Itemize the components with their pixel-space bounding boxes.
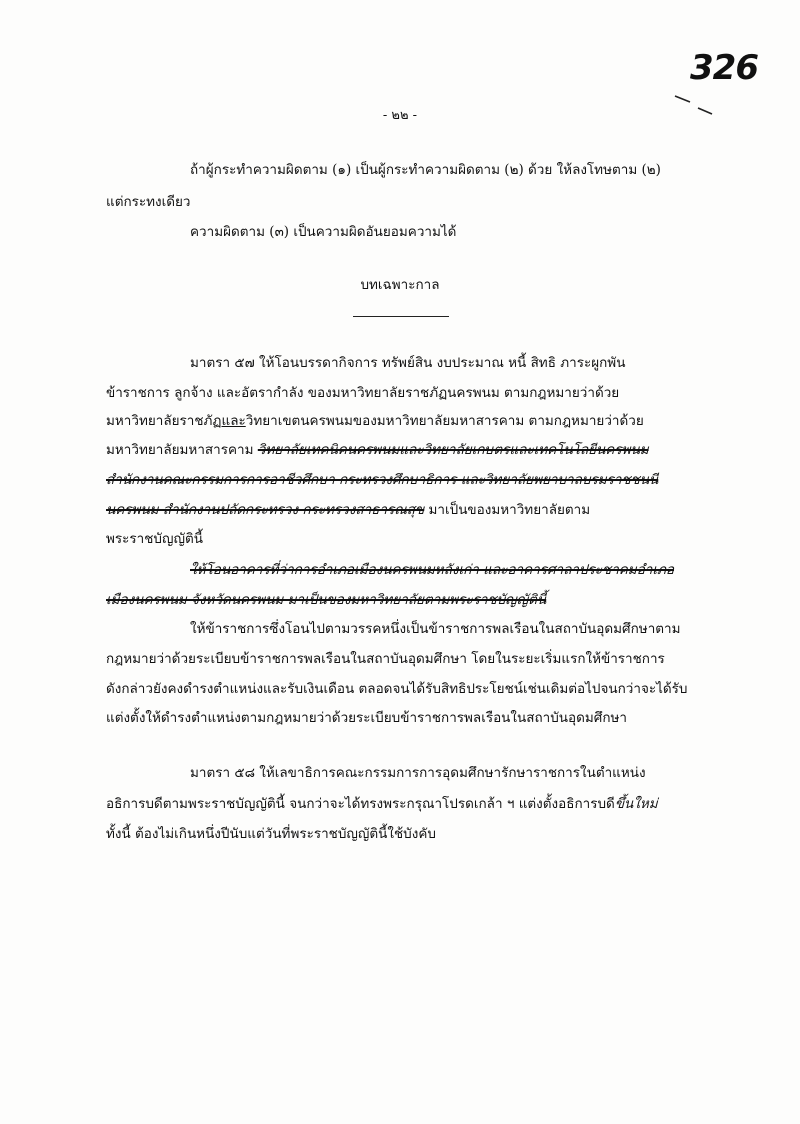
section58-line3: ทั้งนี้ ต้องไม่เกินหนึ่งปีนับแต่วันที่พระราชบัญญัตินี้ใช้บังคับ [106, 826, 436, 842]
para2-line: ความผิดตาม (๓) เป็นความผิดอันยอมความได้ [190, 224, 457, 240]
section57-line6 [106, 501, 590, 519]
handwritten-page-number: 326 [690, 48, 758, 88]
struck-para-line2: เมืองนครพนม จังหวัดนครพนม มาเป็นของมหาวิทยาลัยตามพระราชบัญญัตินี้ [106, 592, 547, 608]
civil-servants-line2: กฎหมายว่าด้วยระเบียบข้าราชการพลเรือนในสถาบันอุดมศึกษา โดยในระยะเริ่มแรกให้ข้าราชการ [106, 651, 665, 667]
page-number: - ๒๒ - [382, 108, 418, 123]
section58-line2 [106, 795, 658, 813]
section58-line1: มาตรา ๕๘ ให้เลขาธิการคณะกรรมการการอุดมศึกษารักษาราชการในตำแหน่ง [190, 765, 646, 781]
heading-divider [353, 316, 449, 317]
section58-line2-handwritten: ขึ้นใหม่ [614, 796, 658, 812]
section57-line3-a: มหาวิทยาลัยราชภัฏ [106, 413, 222, 429]
para1-line2: แต่กระทงเดียว [106, 194, 191, 210]
section57-line3-c: วิทยาเขตนครพนมของมหาวิทยาลัยมหาสารคาม ตามกฎหมายว่าด้วย [245, 413, 644, 429]
section-heading-transitory: บทเฉพาะกาล [360, 277, 440, 293]
section57-line1: มาตรา ๕๗ ให้โอนบรรดากิจการ ทรัพย์สิน งบประมาณ หนี้ สิทธิ ภาระผูกพัน [190, 355, 626, 371]
section57-line2: ข้าราชการ ลูกจ้าง และอัตรากำลัง ของมหาวิทยาลัยราชภัฏนครพนม ตามกฎหมายว่าด้วย [106, 385, 620, 401]
section58-line2-a: อธิการบดีตามพระราชบัญญัตินี้ จนกว่าจะได้ทรงพระกรุณาโปรดเกล้า ฯ แต่งตั้งอธิการบดี [106, 796, 615, 812]
section57-line6-struck: นครพนม สำนักงานปลัดกระทรวง กระทรวงสาธารณสุข [106, 502, 425, 518]
section57-line6-b: มาเป็นของมหาวิทยาลัยตาม [424, 502, 591, 518]
section57-line3 [106, 412, 644, 430]
section57-line4-struck: วิทยาลัยเทคนิคนครพนมและวิทยาลัยเกษตรและเทคโนโลยีนครพนม [257, 442, 649, 458]
section57-line4-a: มหาวิทยาลัยมหาสารคาม [106, 442, 258, 458]
para1-line1: ถ้าผู้กระทำความผิดตาม (๑) เป็นผู้กระทำความผิดตาม (๒) ด้วย ให้ลงโทษตาม (๒) [190, 162, 661, 178]
civil-servants-line4: แต่งตั้งให้ดำรงตำแหน่งตามกฎหมายว่าด้วยระเบียบข้าราชการพลเรือนในสถาบันอุดมศึกษา [106, 710, 628, 726]
struck-para-line1: ให้โอนอาคารที่ว่าการอำเภอเมืองนครพนมหลังเก่า และอาคารศาลาประชาคมอำเภอ [190, 562, 675, 578]
section57-line3-underlined: และ [221, 413, 246, 429]
section57-line5-struck: สำนักงานคณะกรรมการการอาชีวศึกษา กระทรวงศึกษาธิการ และวิทยาลัยพยาบาลบรมราชชนนี [106, 472, 659, 488]
section57-line5 [106, 471, 658, 489]
civil-servants-line1: ให้ข้าราชการซึ่งโอนไปตามวรรคหนึ่งเป็นข้าราชการพลเรือนในสถาบันอุดมศึกษาตาม [190, 621, 681, 637]
section57-line4 [106, 441, 649, 459]
section57-line7: พระราชบัญญัตินี้ [106, 531, 203, 547]
civil-servants-line3: ดังกล่าวยังคงดำรงตำแหน่งและรับเงินเดือน ตลอดจนได้รับสิทธิประโยชน์เช่นเดิมต่อไปจนกว่าจะได้รับ [106, 681, 688, 697]
